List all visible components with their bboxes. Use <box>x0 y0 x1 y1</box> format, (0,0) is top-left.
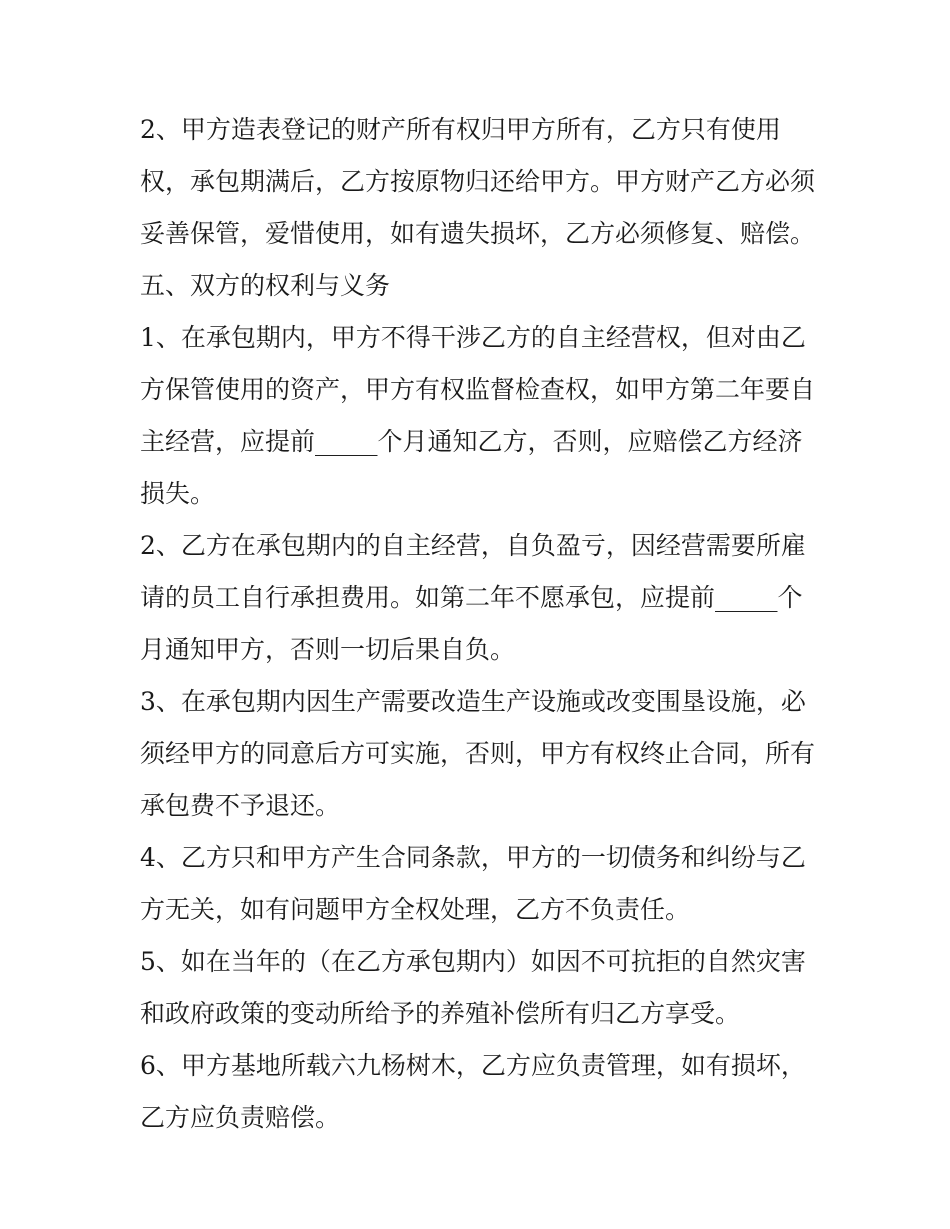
text-line-3: 妥善保管，爱惜使用，如有遗失损坏，乙方必须修复、赔偿。 <box>140 219 816 248</box>
text-line-19: 6、甲方基地所载六九杨树木，乙方应负责管理，如有损坏， <box>140 1051 806 1080</box>
text-line-9: 2、乙方在承包期内的自主经营，自负盈亏，因经营需要所雇 <box>140 531 806 560</box>
text-line-2: 权，承包期满后，乙方按原物归还给甲方。甲方财产乙方必须 <box>140 167 816 196</box>
text-line-6: 方保管使用的资产，甲方有权监督检查权，如甲方第二年要自 <box>140 375 816 404</box>
text-line-7: 主经营，应提前_____个月通知乙方，否则，应赔偿乙方经济 <box>140 427 803 456</box>
text-line-11: 月通知甲方，否则一切后果自负。 <box>140 635 516 664</box>
text-line-13: 须经甲方的同意后方可实施，否则，甲方有权终止合同，所有 <box>140 739 816 768</box>
text-line-1: 2、甲方造表登记的财产所有权归甲方所有，乙方只有使用 <box>140 115 781 144</box>
document-body <box>140 104 820 1144</box>
text-line-8: 损失。 <box>140 479 216 508</box>
text-line-18: 和政府政策的变动所给予的养殖补偿所有归乙方享受。 <box>140 999 741 1028</box>
text-line-15: 4、乙方只和甲方产生合同条款，甲方的一切债务和纠纷与乙 <box>140 843 806 872</box>
text-line-5: 1、在承包期内，甲方不得干涉乙方的自主经营权，但对由乙 <box>140 323 806 352</box>
text-line-20: 乙方应负责赔偿。 <box>140 1103 341 1132</box>
text-line-14: 承包费不予退还。 <box>140 791 341 820</box>
text-line-16: 方无关，如有问题甲方全权处理，乙方不负责任。 <box>140 895 691 924</box>
text-line-12: 3、在承包期内因生产需要改造生产设施或改变围垦设施，必 <box>140 687 806 716</box>
section-heading: 五、双方的权利与义务 <box>140 271 391 300</box>
text-line-17: 5、如在当年的（在乙方承包期内）如因不可抗拒的自然灾害 <box>140 947 806 976</box>
text-line-10: 请的员工自行承担费用。如第二年不愿承包，应提前_____个 <box>140 583 803 612</box>
